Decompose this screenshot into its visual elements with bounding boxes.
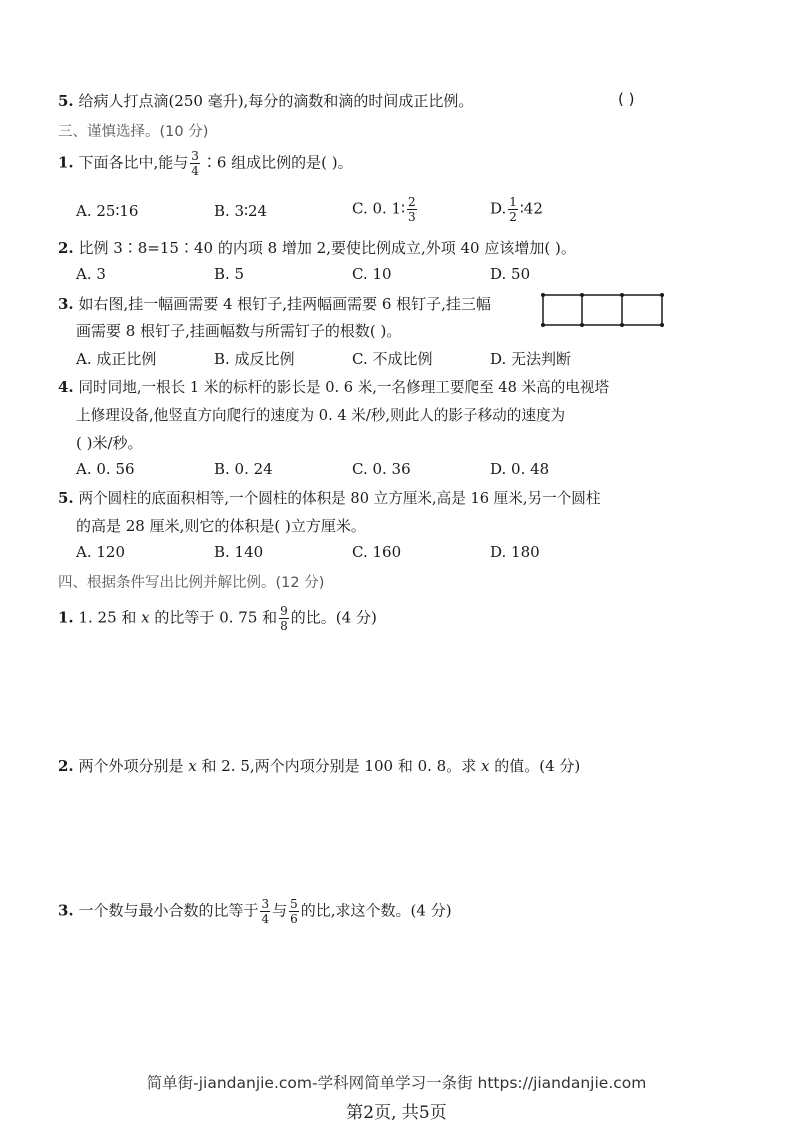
question-text-line2: 的高是 28 厘米,则它的体积是( )立方厘米。 bbox=[76, 517, 366, 535]
fraction: $\frac{1}{2}$ bbox=[509, 195, 517, 224]
fraction: $\frac{5}{6}$ bbox=[290, 897, 298, 926]
question-text: 比例 3∶8=15∶40 的内项 8 增加 2,要使比例成立,外项 40 应该增加( )。 bbox=[78, 239, 576, 257]
question-text: 同时同地,一根长 1 米的标杆的影长是 0. 6 米,一名修理工要爬至 48 米高的电视塔 bbox=[78, 379, 610, 396]
variable-x: x bbox=[481, 757, 490, 775]
choice-question-5 bbox=[58, 487, 600, 508]
answer-blank[interactable]: ( ) bbox=[618, 90, 635, 108]
judge-question-5 bbox=[58, 90, 473, 111]
option-c[interactable]: C. 0. 36 bbox=[352, 460, 411, 478]
option-d[interactable]: D. 50 bbox=[490, 265, 531, 283]
fraction: $\frac{9}{8}$ bbox=[280, 604, 288, 633]
nail-dot bbox=[620, 323, 624, 327]
question-number: 4. bbox=[58, 378, 74, 396]
question-text-line2: 画需要 8 根钉子,挂画幅数与所需钉子的根数( )。 bbox=[76, 322, 402, 340]
option-d[interactable]: D. $\frac{1}{2}$ ∶42 bbox=[490, 195, 543, 224]
option-c[interactable]: C. 10 bbox=[352, 265, 392, 283]
question-number: 5. bbox=[58, 92, 74, 110]
option-c[interactable]: C. 160 bbox=[352, 543, 402, 561]
question-number: 2. bbox=[58, 757, 74, 775]
nail-dot bbox=[660, 293, 664, 297]
nail-dot bbox=[620, 293, 624, 297]
question-number: 3. bbox=[58, 295, 74, 313]
choice-question-2 bbox=[58, 237, 576, 258]
fraction: $\frac{3}{4}$ bbox=[261, 897, 270, 926]
question-number: 1. bbox=[58, 153, 74, 172]
footer-source-link[interactable]: 简单街-jiandanjie.com-学科网简单学习一条街 https://jiandanjie.com bbox=[146, 1074, 647, 1092]
option-a[interactable]: A. 成正比例 bbox=[76, 350, 157, 368]
question-number: 2. bbox=[58, 239, 74, 257]
choice-question-4 bbox=[58, 376, 609, 397]
question-number: 3. bbox=[58, 901, 74, 920]
option-a[interactable]: A. 0. 56 bbox=[76, 460, 135, 478]
option-b[interactable]: B. 3∶24 bbox=[214, 202, 268, 220]
question-text: 给病人打点滴(250 毫升),每分的滴数和滴的时间成正比例。 bbox=[78, 92, 474, 110]
nail-dot bbox=[541, 293, 545, 297]
question-text-line2: 上修理设备,他竖直方向爬行的速度为 0. 4 米/秒,则此人的影子移动的速度为 bbox=[76, 407, 566, 424]
question-text-line3: ( )米/秒。 bbox=[76, 434, 143, 452]
option-a[interactable]: A. 3 bbox=[76, 265, 106, 283]
proportion-question-2: 2. 两个外项分别是 x 和 2. 5,两个内项分别是 100 和 0. 8。求 x 的值。(4 分) bbox=[58, 757, 581, 775]
question-text: 如右图,挂一幅画需要 4 根钉子,挂两幅画需要 6 根钉子,挂三幅 bbox=[78, 295, 491, 313]
choice-question-1 bbox=[58, 150, 353, 177]
section-title-choice: 三、谨慎选择。(10 分) bbox=[58, 124, 209, 140]
option-b[interactable]: B. 140 bbox=[214, 543, 264, 561]
variable-x: x bbox=[188, 757, 197, 775]
choice-question-3 bbox=[58, 293, 491, 314]
option-a[interactable]: A. 120 bbox=[76, 543, 125, 561]
frames-outline bbox=[543, 295, 662, 325]
option-d[interactable]: D. 180 bbox=[490, 543, 540, 561]
nail-dot bbox=[580, 323, 584, 327]
option-c[interactable]: C. 0. 1∶ $\frac{2}{3}$ bbox=[352, 195, 416, 224]
section-title-proportion: 四、根据条件写出比例并解比例。(12 分) bbox=[58, 575, 325, 591]
option-a[interactable]: A. 25∶16 bbox=[76, 202, 139, 220]
nail-dot bbox=[541, 323, 545, 327]
question-text: ∶6 组成比例的是( )。 bbox=[201, 153, 353, 172]
proportion-question-3: 3. 一个数与最小合数的比等于 $\frac{3}{4}$ 与 $\frac{5}{6}$ 的比,求这个数。(4 分) bbox=[58, 897, 452, 926]
nail-dot bbox=[660, 323, 664, 327]
picture-frames-nails-figure bbox=[540, 292, 666, 328]
fraction: $\frac{3}{4}$ bbox=[191, 149, 199, 178]
option-b[interactable]: B. 0. 24 bbox=[214, 460, 273, 478]
option-b[interactable]: B. 成反比例 bbox=[214, 350, 295, 368]
option-c[interactable]: C. 不成比例 bbox=[352, 350, 433, 368]
option-b[interactable]: B. 5 bbox=[214, 265, 245, 283]
proportion-question-1: 1. 1. 25 和 x 的比等于 0. 75 和 $\frac{9}{8}$ 的比。(4 分) bbox=[58, 604, 377, 633]
question-text: 下面各比中,能与 bbox=[78, 153, 189, 172]
page-number: 第2页, 共5页 bbox=[346, 1103, 447, 1123]
nail-dot bbox=[580, 293, 584, 297]
option-d[interactable]: D. 无法判断 bbox=[490, 350, 572, 368]
option-d[interactable]: D. 0. 48 bbox=[490, 460, 550, 478]
question-number: 1. bbox=[58, 608, 74, 627]
question-text: 两个圆柱的底面积相等,一个圆柱的体积是 80 立方厘米,高是 16 厘米,另一个圆柱 bbox=[78, 490, 601, 507]
fraction: $\frac{2}{3}$ bbox=[408, 195, 416, 224]
variable-x: x bbox=[141, 608, 150, 627]
question-number: 5. bbox=[58, 489, 74, 507]
